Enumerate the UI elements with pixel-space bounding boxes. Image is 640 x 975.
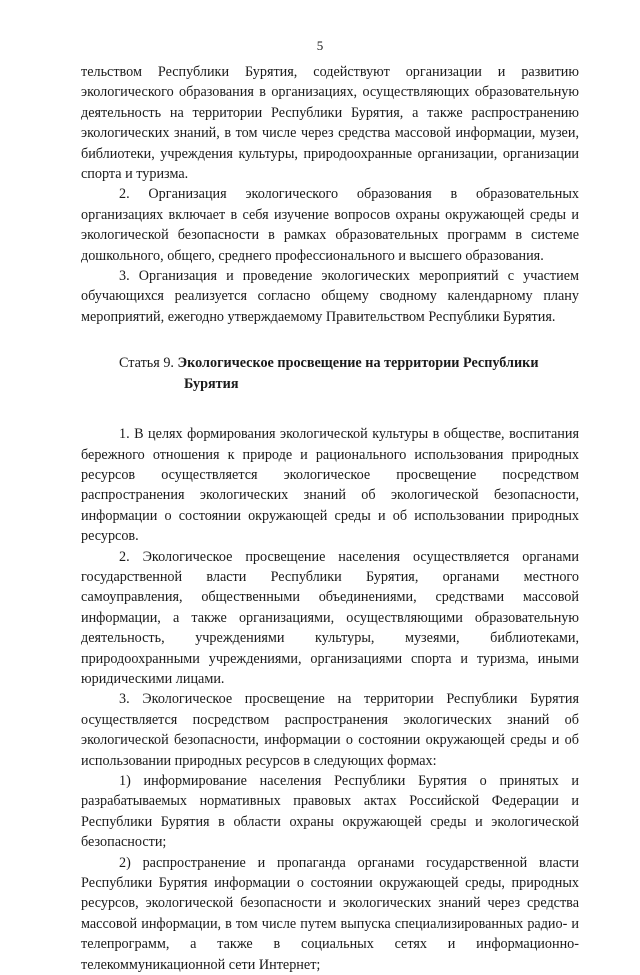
article-label: Статья 9.: [119, 355, 174, 372]
paragraph: 2. Экологическое просвещение населения осуществляется органами государственной власти Республики Бурятия, органами местного самоуправления, общественными объединениями, средствами массовой информации, а также организациями, осуществляющими образовательную деятельность, учреждениями культуры, музеями, библиотеками, природоохранными учреждениями, организациями спорта и туризма, иными юридическими лицами.: [81, 548, 579, 687]
page-number: 5: [316, 38, 324, 53]
paragraph: 1. В целях формирования экологической культуры в обществе, воспитания бережного отношения к природе и рационального использования природных ресурсов осуществляется экологическое просвещение посредством распространения экологических знаний об экологической безопасности, информации о состоянии окружающей среды и об использовании природных ресурсов.: [81, 426, 579, 545]
paragraph: 3. Организация и проведение экологических мероприятий с участием обучающихся реализуется согласно общему сводному календарному плану мероприятий, ежегодно утверждаемому Правительством Республики Бурятия.: [81, 268, 579, 325]
paragraph: 3. Экологическое просвещение на территории Республики Бурятия осуществляется посредством распространения экологических знаний об экологической безопасности, информации о состоянии окружающей среды и об использовании природных ресурсов в следующих формах:: [81, 691, 579, 769]
article-title-continued: Бурятия: [184, 375, 239, 392]
paragraph: 2. Организация экологического образования в образовательных организациях включает в себя изучение вопросов охраны окружающей среды и экологической безопасности в рамках образовательных программ в системе дошкольного, общего, среднего профессионального и высшего образования.: [81, 186, 579, 264]
paragraph: тельством Республики Бурятия, содействуют организации и развитию экологического образования в организациях, осуществляющих образовательную деятельность на территории Республики Бурятия, а также распространению экологических знаний, в том числе через средства массовой информации, музеи, библиотеки, учреждения культуры, природоохранные организации, организации спорта и туризма.: [81, 64, 579, 183]
document-body: [81, 62, 579, 975]
list-item: 1) информирование населения Республики Бурятия о принятых и разрабатываемых нормативных правовых актах Российской Федерации и Республики Бурятия в области охраны окружающей среды и экологической безопасности;: [81, 773, 579, 851]
list-item: 2) распространение и пропаганда органами государственной власти Республики Бурятия информации о состоянии окружающей среды, природных ресурсов, экологической безопасности и экологических знаний через средства массовой информации, в том числе путем выпуска специализированных радио- и телепрограмм, а также в социальных сетях и информационно-телекоммуникационной сети Интернет;: [81, 854, 579, 973]
article-heading: [81, 353, 579, 394]
article-title: Экологическое просвещение на территории Республики: [177, 355, 539, 372]
